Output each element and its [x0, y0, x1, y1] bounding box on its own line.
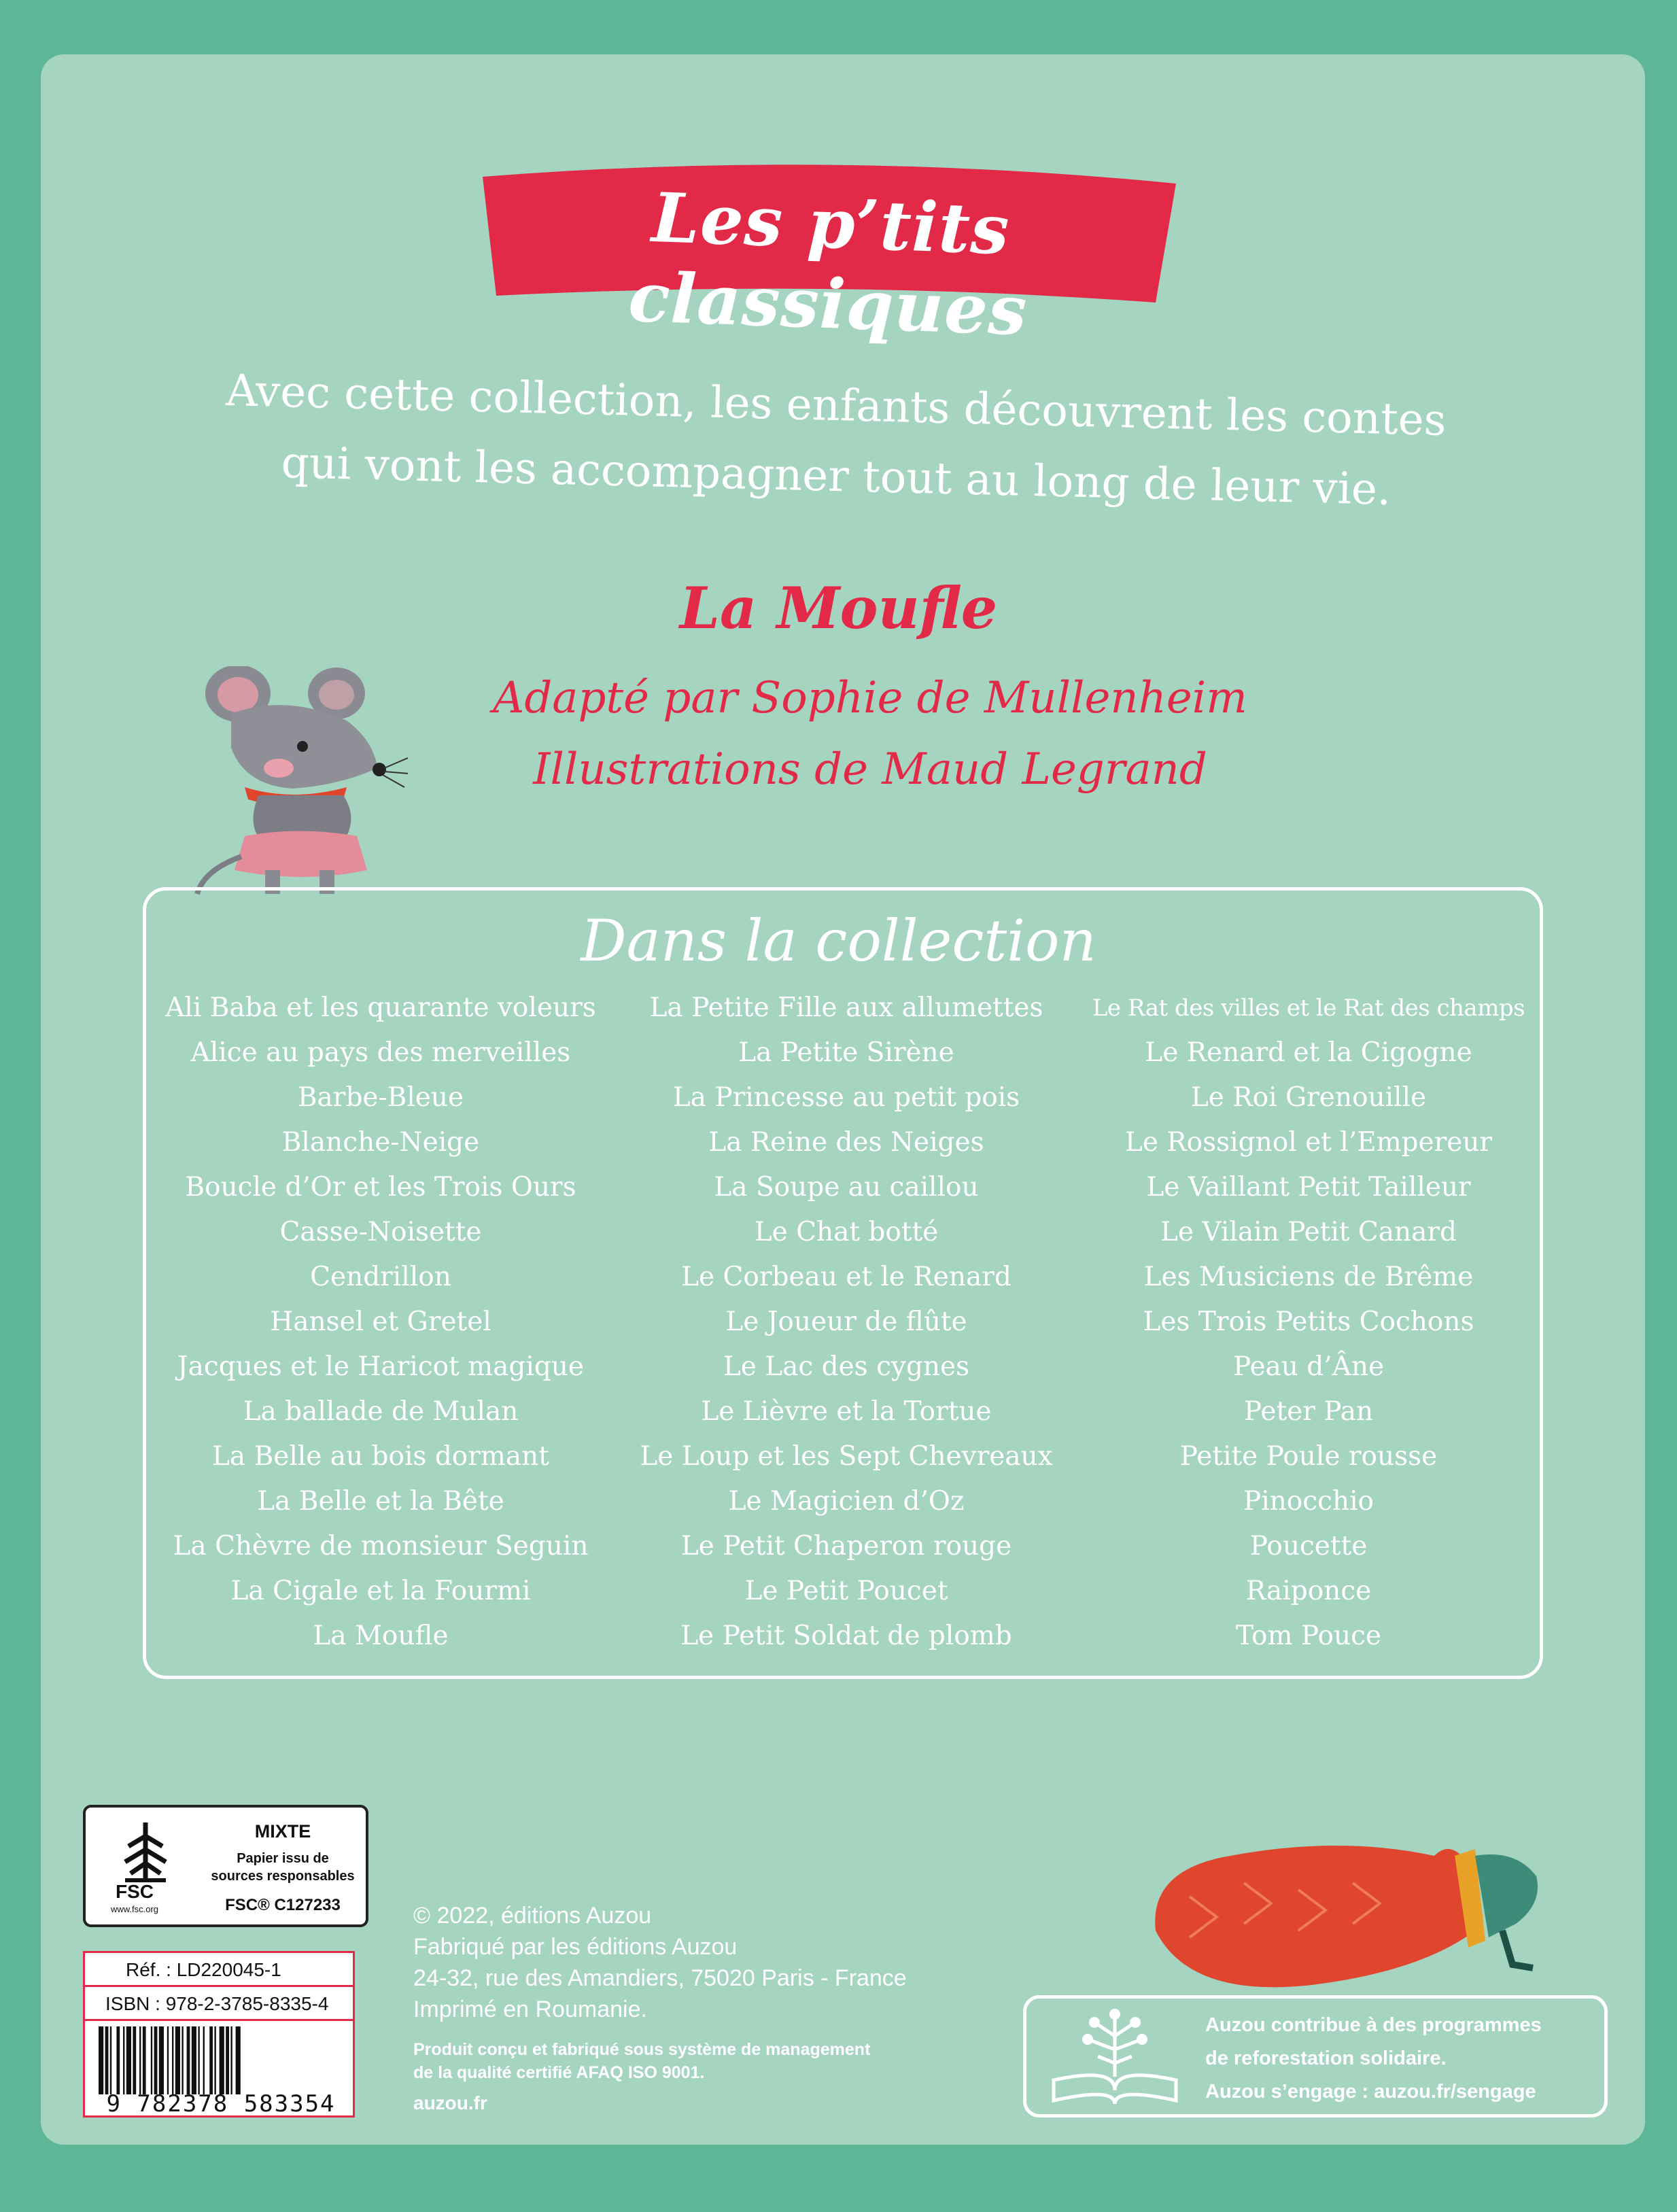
- list-item: La Moufle: [313, 1621, 449, 1651]
- printed-in: Imprimé en Roumanie.: [413, 1997, 647, 2022]
- barcode-bar: [154, 2026, 158, 2094]
- list-item: La Soupe au caillou: [714, 1172, 979, 1203]
- collection-column-1: [150, 986, 612, 1659]
- collection-heading: Dans la collection: [581, 908, 1096, 974]
- list-item: Les Trois Petits Cochons: [1143, 1307, 1474, 1337]
- fsc-wordmark: FSC: [116, 1881, 154, 1902]
- list-item: Le Rat des villes et le Rat des champs: [1092, 995, 1525, 1022]
- list-item: Jacques et le Haricot magique: [177, 1351, 584, 1382]
- barcode-bar: [133, 2026, 136, 2094]
- barcode-bar: [139, 2026, 141, 2094]
- list-item: La Belle au bois dormant: [212, 1441, 549, 1472]
- list-item: Le Chat botté: [754, 1217, 939, 1247]
- barcode-bar: [230, 2026, 232, 2094]
- list-item: Hansel et Gretel: [270, 1307, 491, 1337]
- barcode-bar: [105, 2026, 109, 2094]
- list-item: Barbe-Bleue: [297, 1082, 464, 1113]
- fsc-description-line-2: sources responsables: [211, 1869, 355, 1884]
- list-item: Le Petit Poucet: [744, 1576, 948, 1606]
- list-item: Le Lac des cygnes: [723, 1351, 970, 1382]
- barcode-bar: [99, 2026, 103, 2094]
- barcode-bar: [214, 2026, 215, 2094]
- barcode-bar: [110, 2026, 111, 2094]
- fsc-description: [201, 1850, 364, 1885]
- barcode-block: [83, 1951, 355, 2118]
- author-credit: Adapté par Sophie de Mullenheim: [493, 673, 1247, 723]
- barcode-digits: 9 782378 583354: [106, 2090, 336, 2118]
- list-item: Tom Pouce: [1235, 1621, 1382, 1651]
- collection-column-2: [615, 986, 1077, 1659]
- barcode-bar: [175, 2026, 180, 2094]
- fsc-mixte: MIXTE: [254, 1821, 311, 1842]
- mitten-illustration: [1135, 1829, 1557, 2005]
- reference: Réf. : LD220045-1: [85, 1953, 353, 1987]
- book-title: La Moufle: [679, 574, 998, 642]
- barcode-bar: [116, 2026, 120, 2094]
- list-item: Le Loup et les Sept Chevreaux: [640, 1441, 1053, 1472]
- manufacturer: Fabriqué par les éditions Auzou: [413, 1934, 738, 1960]
- barcode-bar: [159, 2026, 164, 2094]
- quality-note: [413, 2038, 957, 2084]
- barcode-bar: [198, 2026, 199, 2094]
- list-item: Le Joueur de flûte: [725, 1307, 967, 1337]
- list-item: Ali Baba et les quarante voleurs: [165, 992, 596, 1023]
- quality-note-line-2: de la qualité certifié AFAQ ISO 9001.: [413, 2063, 705, 2082]
- list-item: Pinocchio: [1243, 1486, 1375, 1517]
- barcode-bar: [151, 2026, 152, 2094]
- barcode-bar: [126, 2026, 131, 2094]
- publisher-site: auzou.fr: [413, 2092, 487, 2113]
- barcode-bar: [187, 2026, 190, 2094]
- reforestation-text: [1205, 2009, 1613, 2109]
- list-item: Poucette: [1249, 1531, 1368, 1561]
- barcode-bar: [192, 2026, 196, 2094]
- list-item: La Reine des Neiges: [708, 1127, 984, 1158]
- collection-name: Les p’tits classiques: [627, 177, 1029, 351]
- list-item: Le Vaillant Petit Tailleur: [1146, 1172, 1471, 1203]
- list-item: Le Roi Grenouille: [1190, 1082, 1427, 1113]
- list-item: Le Renard et la Cigogne: [1145, 1037, 1472, 1068]
- intro-text: [204, 366, 1468, 515]
- list-item: Le Vilain Petit Canard: [1160, 1217, 1457, 1247]
- mouse-illustration: [184, 666, 408, 897]
- list-item: Raiponce: [1245, 1576, 1372, 1606]
- list-item: Le Petit Soldat de plomb: [680, 1621, 1012, 1651]
- reforestation-line-2: de reforestation solidaire.: [1205, 2047, 1447, 2069]
- barcode-bar: [220, 2026, 224, 2094]
- intro-line-2: qui vont les accompagner tout au long de leur vie.: [280, 438, 1392, 515]
- isbn: ISBN : 978-2-3785-8335-4: [85, 1987, 353, 2021]
- reforestation-line-3: Auzou s’engage : auzou.fr/sengage: [1205, 2081, 1536, 2103]
- reforestation-line-1: Auzou contribue à des programmes: [1205, 2014, 1542, 2036]
- list-item: Le Rossignol et l’Empereur: [1124, 1127, 1493, 1158]
- collection-column-3: [1077, 986, 1540, 1659]
- fsc-url: www.fsc.org: [110, 1904, 159, 1914]
- list-item: Le Magicien d’Oz: [728, 1486, 965, 1517]
- list-item: Le Petit Chaperon rouge: [680, 1531, 1012, 1561]
- list-item: La Petite Sirène: [738, 1037, 954, 1068]
- list-item: Casse-Noisette: [279, 1217, 482, 1247]
- list-item: La Princesse au petit pois: [672, 1082, 1020, 1113]
- barcode-bar: [209, 2026, 213, 2094]
- copyright: © 2022, éditions Auzou: [413, 1903, 652, 1929]
- list-item: Petite Poule rousse: [1179, 1441, 1438, 1472]
- fsc-code: FSC® C127233: [225, 1896, 341, 1914]
- barcode-bar: [143, 2026, 146, 2094]
- list-item: Peau d’Âne: [1232, 1351, 1385, 1382]
- list-item: La Petite Fille aux allumettes: [649, 992, 1043, 1023]
- list-item: Alice au pays des merveilles: [190, 1037, 571, 1068]
- list-item: Blanche-Neige: [281, 1127, 480, 1158]
- barcode-bar: [203, 2026, 205, 2094]
- list-item: La Chèvre de monsieur Seguin: [173, 1531, 589, 1561]
- address: 24-32, rue des Amandiers, 75020 Paris - France: [413, 1965, 907, 1991]
- illustrator-credit: Illustrations de Maud Legrand: [533, 744, 1207, 795]
- list-item: Les Musiciens de Brême: [1143, 1262, 1474, 1292]
- barcode-bars: [99, 2026, 343, 2094]
- quality-note-line-1: Produit conçu et fabriqué sous système de management: [413, 2040, 871, 2059]
- legal-info: [413, 1900, 957, 2025]
- list-item: La ballade de Mulan: [243, 1396, 519, 1427]
- list-item: Le Lièvre et la Tortue: [701, 1396, 992, 1427]
- intro-line-1: Avec cette collection, les enfants découvrent les contes: [225, 366, 1447, 446]
- list-item: La Cigale et la Fourmi: [230, 1576, 531, 1606]
- tree-book-icon: [1033, 2002, 1196, 2111]
- fsc-label: [83, 1805, 368, 1927]
- barcode-bar: [172, 2026, 173, 2094]
- barcode-bar: [181, 2026, 183, 2094]
- list-item: Boucle d’Or et les Trois Ours: [185, 1172, 576, 1203]
- list-item: La Belle et la Bête: [257, 1486, 504, 1517]
- barcode-bar: [236, 2026, 241, 2094]
- barcode-bar: [167, 2026, 169, 2094]
- fsc-description-line-1: Papier issu de: [237, 1851, 329, 1866]
- list-item: Le Corbeau et le Renard: [681, 1262, 1012, 1292]
- list-item: Peter Pan: [1243, 1396, 1374, 1427]
- barcode-bar: [123, 2026, 124, 2094]
- list-item: Cendrillon: [310, 1262, 451, 1292]
- barcode-bar: [226, 2026, 229, 2094]
